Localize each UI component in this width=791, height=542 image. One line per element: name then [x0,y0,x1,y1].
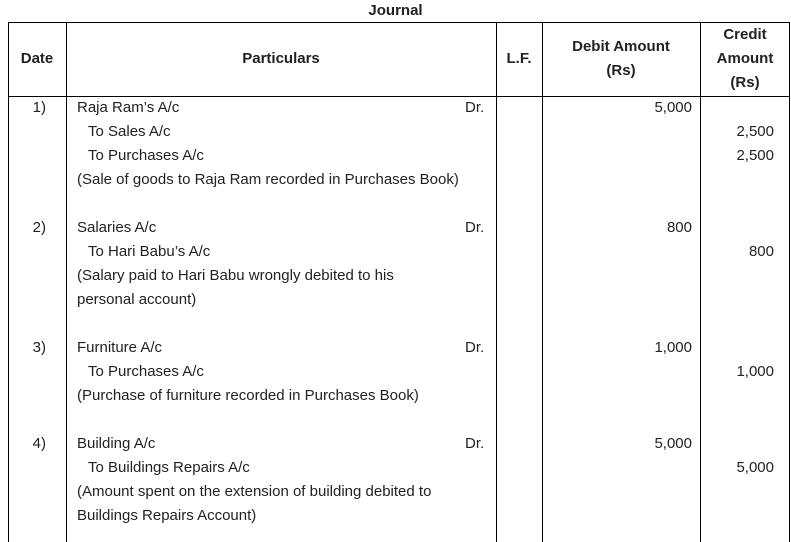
credit-amount: 2,500 [736,123,774,140]
debit-amount: 5,000 [654,99,692,116]
credit-amount: 800 [748,243,774,260]
dr-marker: Dr. [465,219,485,236]
credit-account: To Sales A/c [88,123,171,140]
narration: Buildings Repairs Account) [77,507,257,524]
debit-account: Salaries A/c [77,219,157,236]
credit-account: To Hari Babu’s A/c [88,243,211,260]
dr-marker: Dr. [465,339,485,356]
header-credit-line2: Amount [716,50,774,67]
header-debit-line1: Debit Amount [572,38,670,55]
column-divider-particulars [496,22,497,542]
header-credit-line1: Credit [723,26,767,43]
credit-account: To Purchases A/c [88,147,204,164]
header-particulars: Particulars [242,50,320,67]
debit-amount: 1,000 [654,339,692,356]
credit-amount: 2,500 [736,147,774,164]
header-debit-line2: (Rs) [606,62,636,79]
credit-account: To Buildings Repairs A/c [88,459,250,476]
entry-number: 3) [32,339,46,356]
header-credit-line3: (Rs) [730,74,760,91]
dr-marker: Dr. [465,99,485,116]
narration: (Purchase of furniture recorded in Purchases Book) [77,387,419,404]
narration: (Amount spent on the extension of building debited to [77,483,432,500]
column-divider-date [66,22,67,542]
credit-account: To Purchases A/c [88,363,204,380]
debit-account: Furniture A/c [77,339,163,356]
credit-amount: 5,000 [736,459,774,476]
narration: (Sale of goods to Raja Ram recorded in Purchases Book) [77,171,459,188]
dr-marker: Dr. [465,435,485,452]
debit-amount: 800 [666,219,692,236]
header-lf: L.F. [506,50,532,67]
entry-number: 4) [32,435,46,452]
entry-number: 1) [32,99,46,116]
narration: personal account) [77,291,197,308]
debit-account: Building A/c [77,435,156,452]
narration: (Salary paid to Hari Babu wrongly debited to his [77,267,394,284]
entry-number: 2) [32,219,46,236]
debit-amount: 5,000 [654,435,692,452]
header-date: Date [20,50,54,67]
journal-title: Journal [368,2,423,19]
debit-account: Raja Ram’s A/c [77,99,180,116]
credit-amount: 1,000 [736,363,774,380]
